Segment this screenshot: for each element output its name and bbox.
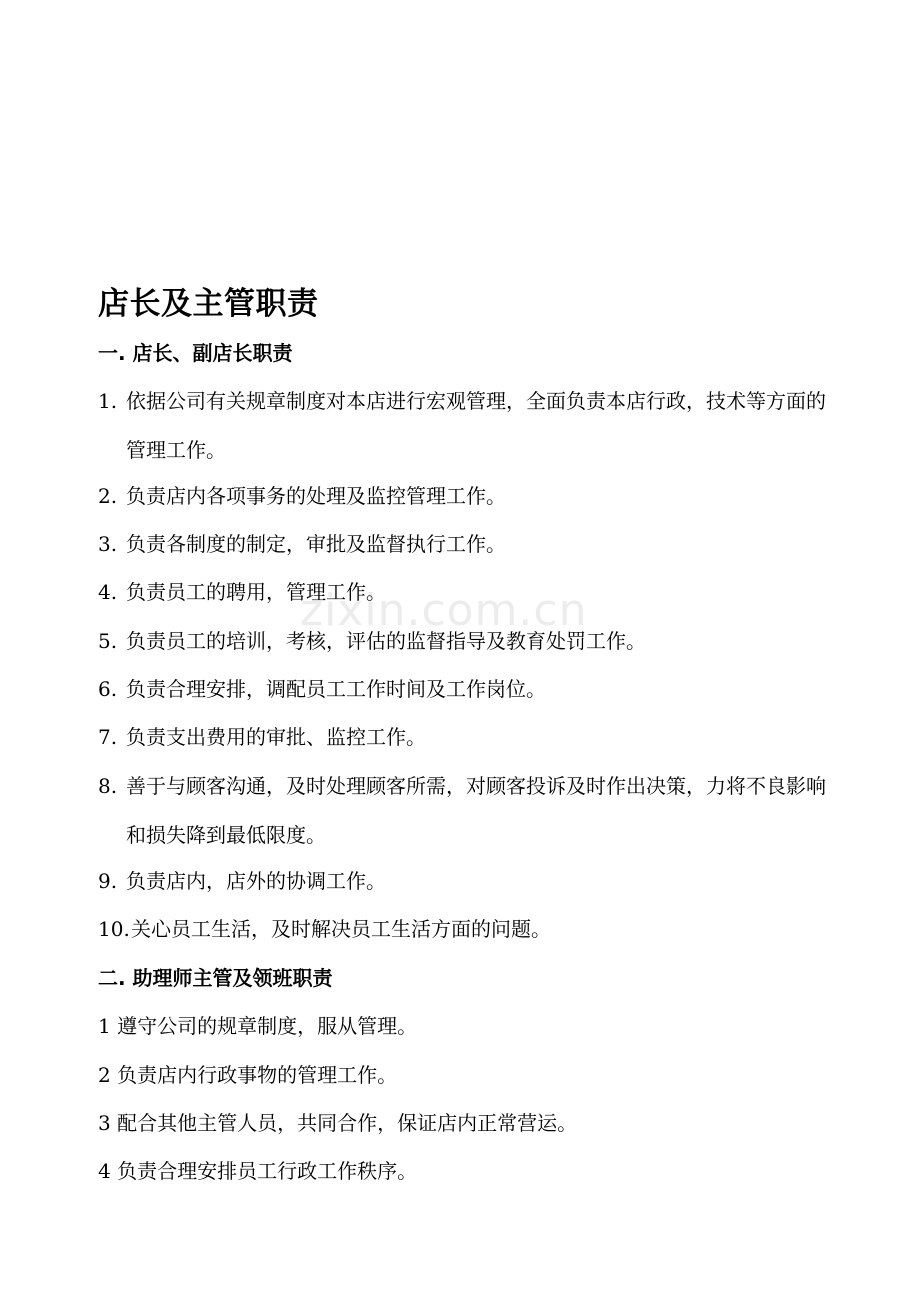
item-text: 负责员工的聘用，管理工作。	[126, 580, 386, 604]
section-heading-1: 一. 店长、副店长职责	[98, 341, 293, 365]
item-text: 依据公司有关规章制度对本店进行宏观管理，全面负责本店行政，技术等方面的管理工作。	[126, 389, 826, 462]
document-title: 店长及主管职责	[98, 286, 319, 322]
item-number: 5.	[98, 629, 118, 653]
list-item: 3 配合其他主管人员，共同合作，保证店内正常营运。	[98, 1111, 578, 1135]
item-number: 9.	[98, 869, 118, 893]
list-item	[98, 665, 838, 714]
list-item: 4 负责合理安排员工行政工作秩序。	[98, 1159, 418, 1183]
item-text: 负责店内，店外的协调工作。	[126, 869, 386, 893]
item-number: 1.	[98, 389, 118, 413]
list-item: 2 负责店内行政事物的管理工作。	[98, 1063, 398, 1087]
item-text: 关心员工生活，及时解决员工生活方面的问题。	[131, 917, 551, 941]
item-text: 负责支出费用的审批、监控工作。	[126, 725, 426, 749]
item-number: 6.	[98, 677, 118, 701]
list-item: 1 遵守公司的规章制度，服从管理。	[98, 1014, 418, 1038]
list-item	[98, 713, 838, 762]
list-item	[98, 472, 838, 521]
item-number: 10.	[98, 917, 130, 941]
item-text: 负责各制度的制定，审批及监督执行工作。	[126, 532, 506, 556]
item-text: 负责店内各项事务的处理及监控管理工作。	[126, 484, 506, 508]
list-item	[98, 857, 838, 906]
list-item	[98, 905, 838, 954]
list-item	[98, 377, 838, 475]
section-heading-2: 二. 助理师主管及领班职责	[98, 966, 333, 990]
item-text: 负责员工的培训，考核，评估的监督指导及教育处罚工作。	[126, 629, 646, 653]
list-item	[98, 762, 838, 860]
item-number: 2.	[98, 484, 118, 508]
item-text: 善于与顾客沟通，及时处理顾客所需，对顾客投诉及时作出决策，力将不良影响和损失降到最低限度。	[126, 774, 826, 847]
item-text: 负责合理安排，调配员工工作时间及工作岗位。	[126, 677, 546, 701]
item-number: 4.	[98, 580, 118, 604]
watermark: zixin.com.cn	[300, 585, 588, 636]
item-number: 3.	[98, 532, 118, 556]
item-number: 7.	[98, 725, 118, 749]
list-item	[98, 568, 838, 617]
item-number: 8.	[98, 774, 118, 798]
list-item	[98, 520, 838, 569]
list-item	[98, 617, 838, 666]
